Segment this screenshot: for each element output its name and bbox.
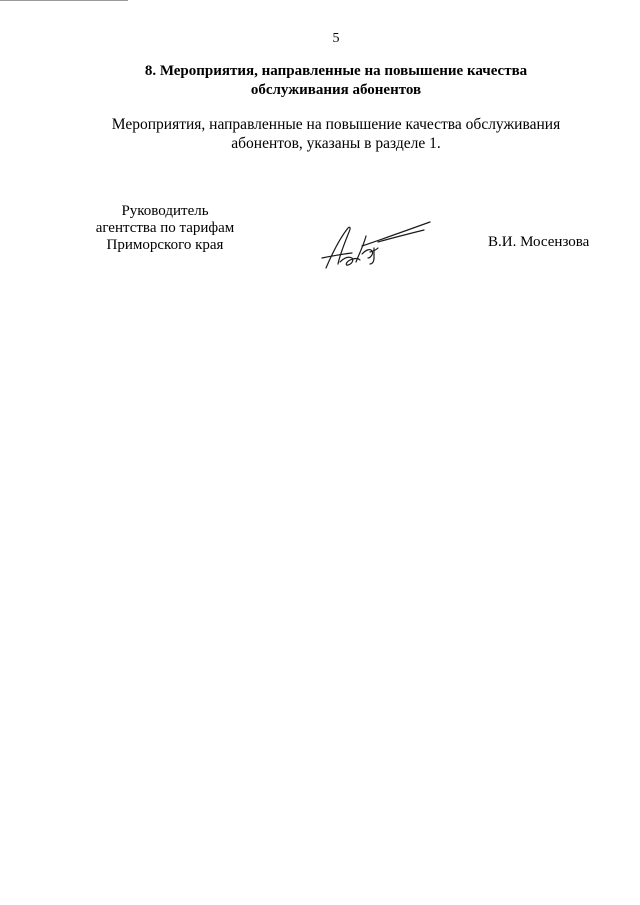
- signatory-title-line-2: агентства по тарифам: [95, 220, 235, 236]
- signatory-title-line-3: Приморского края: [106, 237, 224, 253]
- section-heading-line-2: обслуживания абонентов: [250, 82, 422, 98]
- signatory-title: [80, 203, 250, 254]
- section-heading: [0, 62, 640, 100]
- section-body-line-1: Мероприятия, направленные на повышение качества обслуживания: [111, 116, 561, 133]
- section-heading-line-1: 8. Мероприятия, направленные на повышение качества: [144, 63, 528, 79]
- section-body-paragraph: [0, 115, 640, 153]
- section-body-line-2: абонентов, указаны в разделе 1.: [231, 135, 441, 152]
- signatory-title-line-1: Руководитель: [121, 203, 209, 219]
- signatory-name: В.И. Мосензова: [488, 234, 590, 250]
- handwritten-signature-icon: [318, 218, 436, 274]
- top-divider: [0, 0, 128, 1]
- page-number: 5: [332, 31, 340, 46]
